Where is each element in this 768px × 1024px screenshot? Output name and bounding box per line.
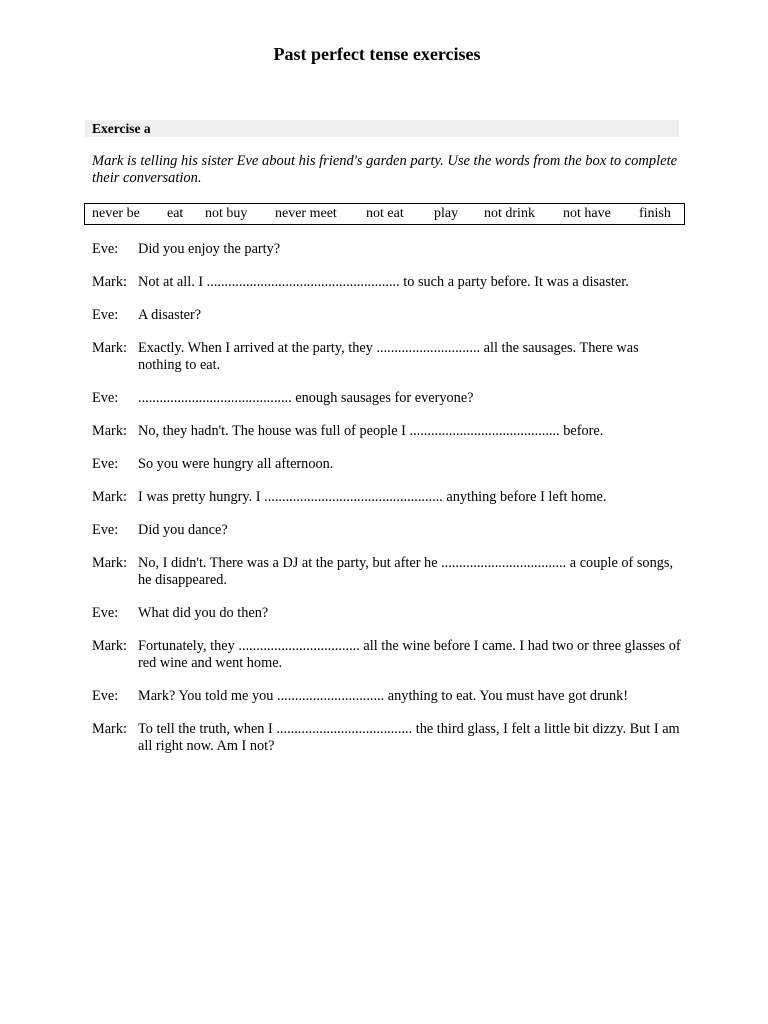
speech-text: What did you do then? — [138, 605, 269, 621]
speaker-label: Eve: — [92, 241, 119, 257]
dialogue-line — [92, 307, 692, 324]
word-box-item: not drink — [484, 206, 535, 221]
speaker-label: Eve: — [92, 456, 119, 472]
word-box-item: never meet — [275, 206, 337, 221]
word-box-item: not buy — [205, 206, 248, 221]
word-box-item: finish — [639, 206, 671, 221]
speaker-label: Eve: — [92, 522, 119, 538]
dialogue-line — [92, 555, 692, 589]
word-box-item: play — [434, 206, 459, 221]
speaker-label: Mark: — [92, 340, 127, 356]
dialogue-line — [92, 688, 692, 705]
dialogue-line — [92, 423, 692, 440]
dialogue-line — [92, 721, 692, 755]
speaker-label: Mark: — [92, 274, 127, 290]
speaker-label: Eve: — [92, 390, 119, 406]
dialogue-line — [92, 340, 692, 374]
dialogue-line — [92, 638, 692, 672]
page-title: Past perfect tense exercises — [273, 44, 481, 64]
speaker-label: Mark: — [92, 638, 127, 654]
speaker-label: Mark: — [92, 489, 127, 505]
speech-text: So you were hungry all afternoon. — [138, 456, 334, 472]
word-box-item: eat — [167, 206, 184, 221]
speech-text: Did you enjoy the party? — [138, 241, 281, 257]
speech-text: Mark? You told me you .............................. anything to eat. You must have got drunk! — [138, 688, 629, 704]
dialogue-line — [92, 605, 692, 622]
dialogue — [92, 241, 692, 771]
exercise-header: Exercise a — [85, 120, 679, 137]
speech-text: ........................................... enough sausages for everyone? — [138, 390, 474, 406]
exercise-instructions: Mark is telling his sister Eve about his friend's garden party. Use the words from the box to complete their conversation. — [92, 153, 678, 186]
word-box-item: never be — [92, 206, 140, 221]
speech-text: No, I didn't. There was a DJ at the party, but after he ................................... a couple of songs, he disappeared. — [138, 555, 674, 588]
speech-text: Fortunately, they .................................. all the wine before I came. I had two or three glasses of red wine and went home. — [138, 638, 681, 671]
speaker-label: Mark: — [92, 721, 127, 737]
speaker-label: Mark: — [92, 555, 127, 571]
word-box-item: not have — [563, 206, 611, 221]
speech-text: I was pretty hungry. I .................................................. anything before I left home. — [138, 489, 607, 505]
speech-text: Not at all. I ...................................................... to such a party before. It was a disaster. — [138, 274, 629, 290]
word-box-item: not eat — [366, 206, 404, 221]
dialogue-line — [92, 489, 692, 506]
speech-text: No, they hadn't. The house was full of people I .......................................... before. — [138, 423, 604, 439]
speaker-label: Eve: — [92, 688, 119, 704]
speech-text: To tell the truth, when I ...................................... the third glass, I felt a little bit dizzy. But I am all right now. Am I not? — [138, 721, 680, 754]
speaker-label: Mark: — [92, 423, 127, 439]
dialogue-line — [92, 522, 692, 539]
speech-text: A disaster? — [138, 307, 202, 323]
speech-text: Exactly. When I arrived at the party, they ............................. all the sausages. There was nothing to eat. — [138, 340, 639, 373]
dialogue-line — [92, 456, 692, 473]
speaker-label: Eve: — [92, 605, 119, 621]
dialogue-line — [92, 390, 692, 407]
dialogue-line — [92, 241, 692, 258]
speaker-label: Eve: — [92, 307, 119, 323]
speech-text: Did you dance? — [138, 522, 228, 538]
word-box — [84, 203, 685, 225]
dialogue-line — [92, 274, 692, 291]
